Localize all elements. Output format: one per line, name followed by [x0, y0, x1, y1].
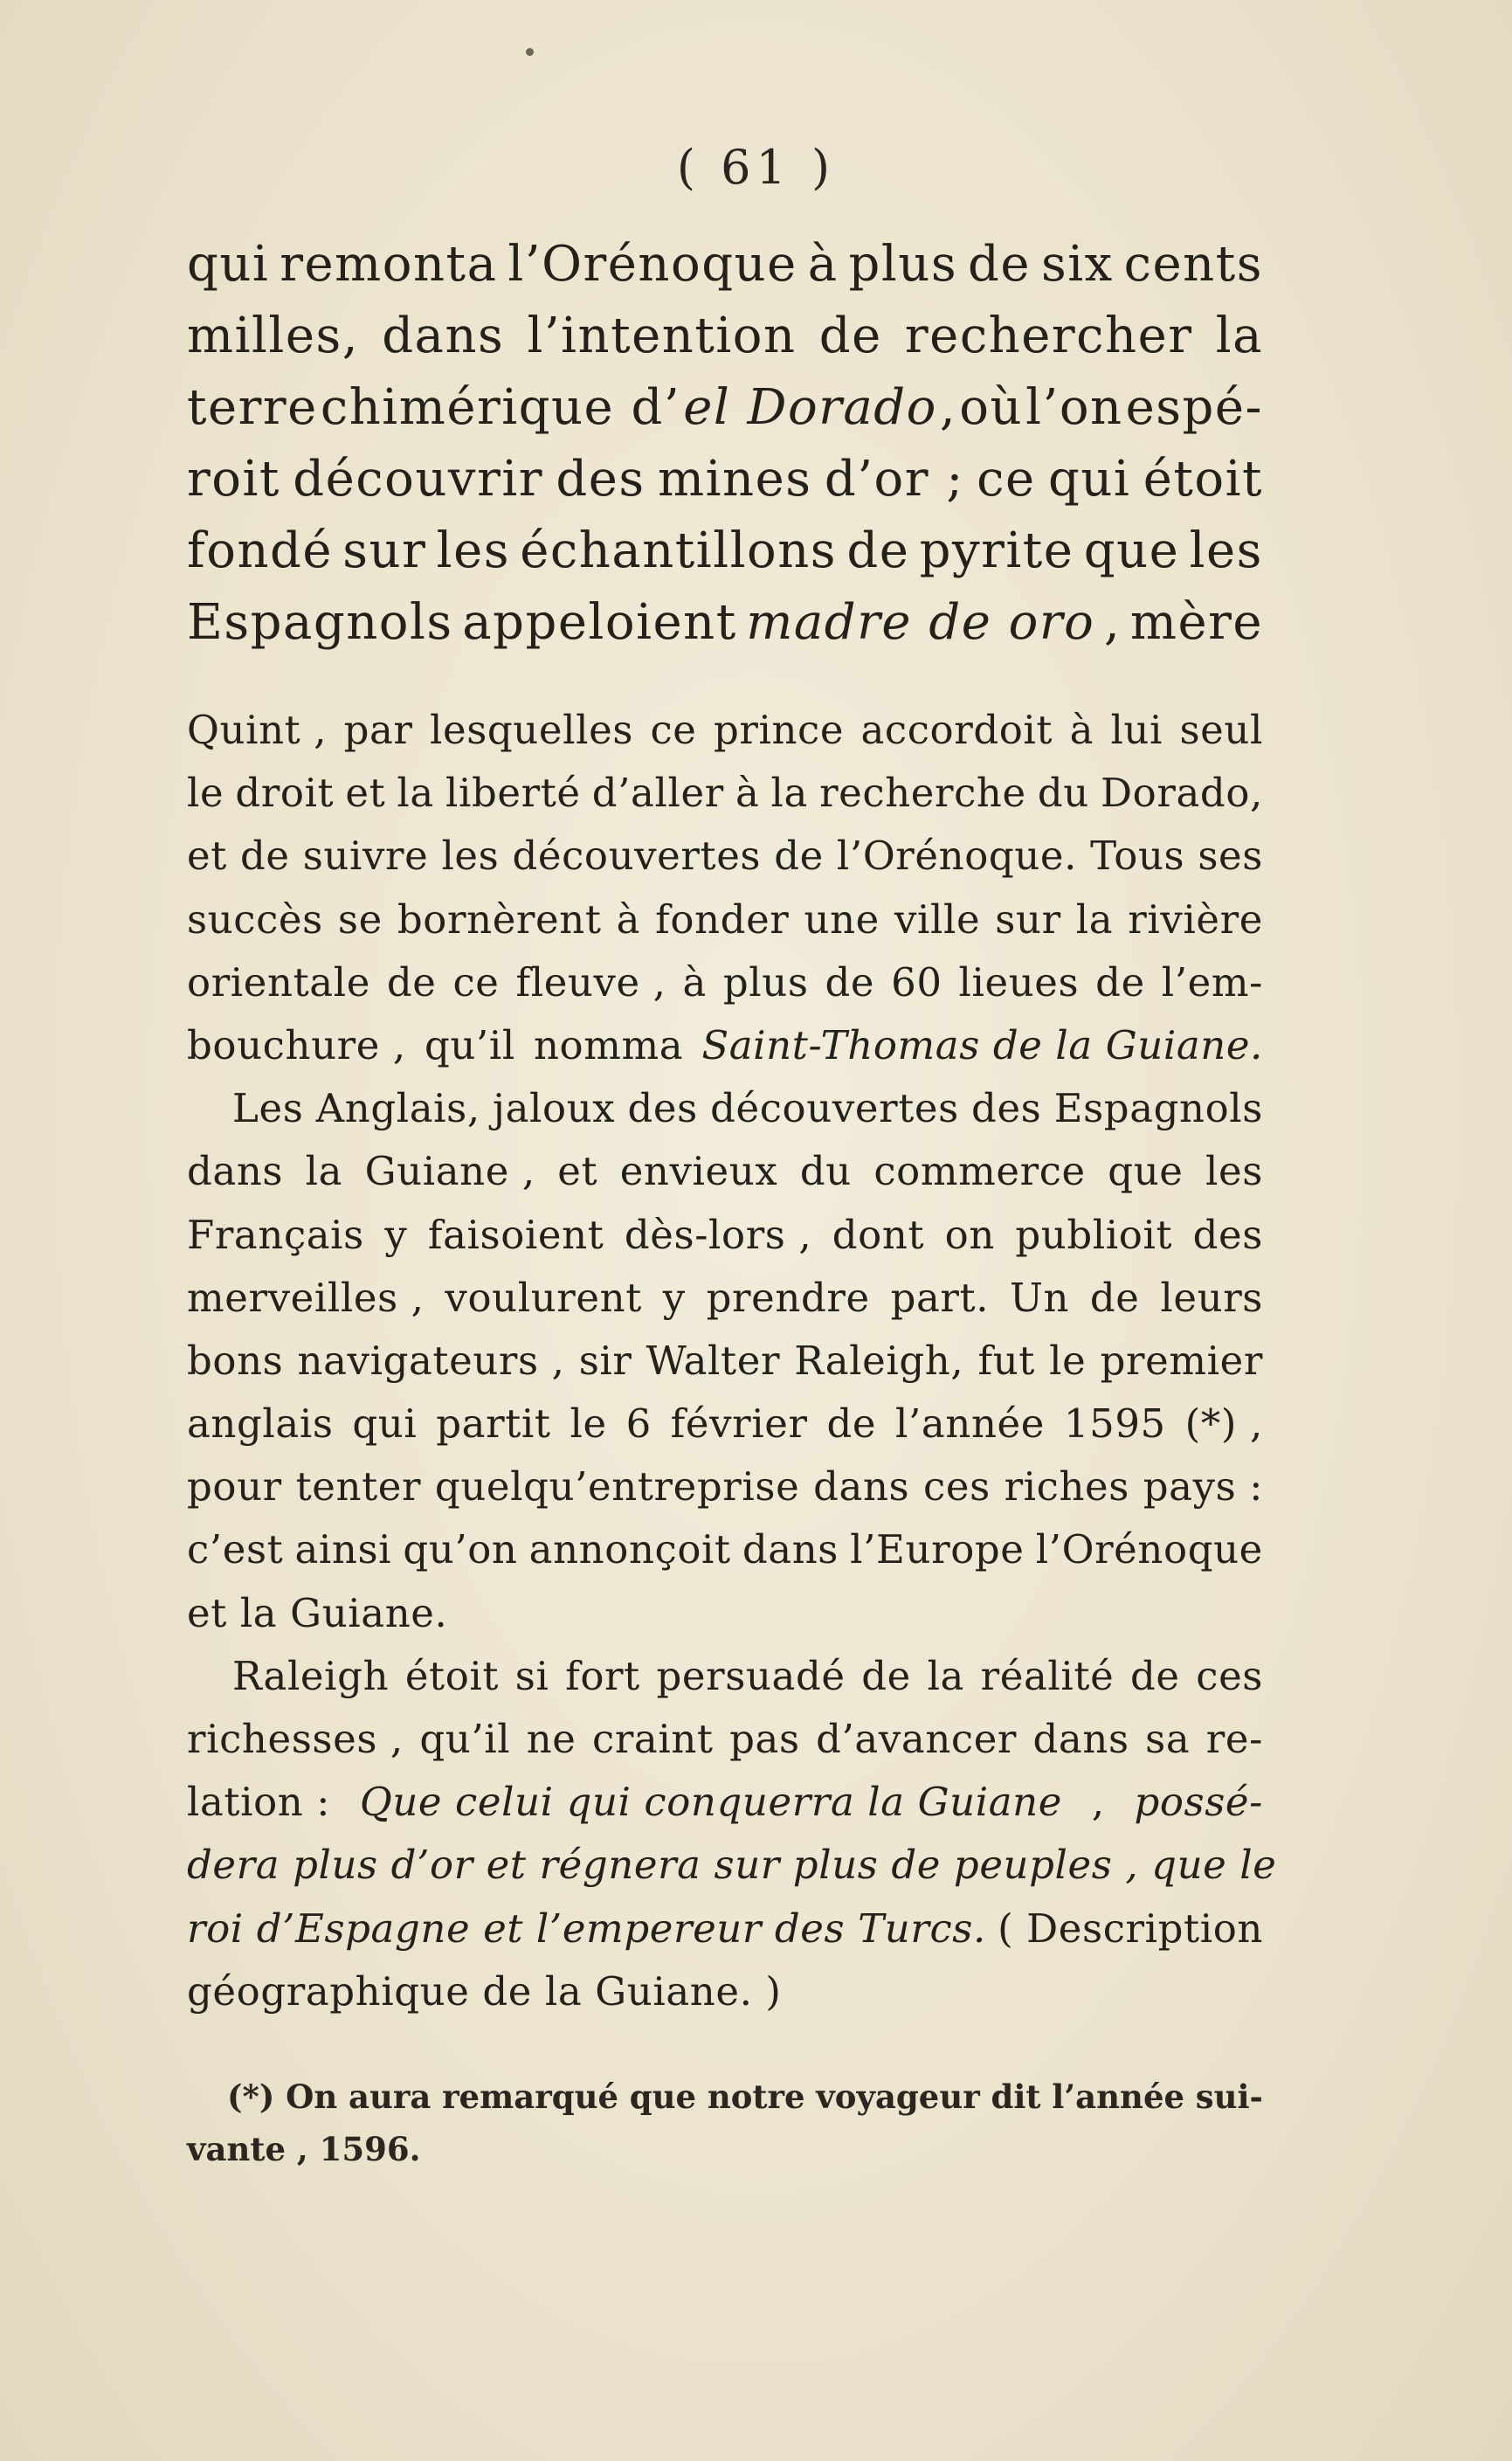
word: 1595: [1063, 1400, 1166, 1448]
word: février: [670, 1400, 808, 1448]
word: d’or ;: [824, 451, 964, 508]
word: l’année: [1052, 2077, 1185, 2116]
word: ces: [1196, 1652, 1263, 1699]
word: y: [384, 1211, 408, 1258]
word: de: [825, 958, 875, 1006]
text-line: [187, 229, 1263, 301]
word: remonta: [280, 236, 498, 293]
word: une: [804, 895, 880, 943]
word: se: [337, 895, 383, 943]
text-line: [187, 1455, 1263, 1518]
word: découvertes: [710, 1085, 959, 1132]
word: roit: [187, 451, 280, 508]
word: Quint ,: [187, 707, 328, 753]
word: ,: [1091, 1779, 1105, 1826]
word: ( Description: [998, 1905, 1263, 1952]
word: navigateurs ,: [297, 1337, 565, 1384]
word: dans: [382, 308, 505, 364]
word: dans: [1032, 1716, 1129, 1762]
word: terre: [187, 379, 318, 436]
word: le: [1049, 1337, 1087, 1384]
word: pour: [187, 1463, 282, 1510]
word: des: [1192, 1211, 1263, 1258]
word: la: [770, 770, 808, 817]
word: seul: [1179, 707, 1263, 753]
word: découvrir: [293, 451, 544, 508]
word: prince: [713, 707, 845, 753]
word: pays :: [1143, 1463, 1263, 1510]
word: plus: [848, 236, 958, 293]
page-number: ( 61 ): [676, 140, 836, 195]
word: merveilles ,: [187, 1274, 425, 1321]
footnote: [187, 2070, 1263, 2175]
word: par: [343, 707, 413, 753]
word: mère: [1129, 594, 1263, 651]
word: du: [799, 1148, 852, 1195]
word: Guiane ,: [364, 1148, 535, 1195]
word: de: [818, 308, 882, 364]
word: dans: [813, 1463, 910, 1510]
text-line: [187, 888, 1263, 951]
word: les: [1205, 1148, 1263, 1195]
word: l’intention: [527, 308, 797, 364]
word: étoit: [404, 1652, 500, 1699]
word: part.: [890, 1274, 990, 1321]
word: plus: [722, 958, 809, 1006]
text-line: [187, 1898, 1263, 1960]
ink-speck: [526, 48, 534, 56]
word: de: [386, 958, 437, 1006]
word: l’Orénoque: [507, 236, 797, 293]
word: de: [846, 522, 910, 579]
word: la: [305, 1148, 343, 1195]
word: (*): [227, 2077, 275, 2116]
word: rechercher: [904, 308, 1193, 364]
text-line: [187, 1330, 1263, 1393]
word: voyageur: [816, 2077, 980, 2116]
word: Saint-Thomas de la Guiane.: [701, 1021, 1263, 1068]
word: 60: [891, 958, 942, 1006]
word: et: [557, 1148, 598, 1195]
word: et la Guiane.: [187, 1589, 448, 1636]
word: de: [774, 833, 824, 880]
word: partit: [436, 1400, 551, 1448]
word: lation :: [187, 1779, 331, 1826]
word: y: [662, 1274, 686, 1321]
word: richesses ,: [187, 1716, 404, 1762]
text-line: [187, 587, 1263, 659]
word: fut: [977, 1337, 1035, 1384]
word: tenter: [295, 1463, 422, 1510]
word: géographique de la Guiane. ): [187, 1967, 782, 2015]
word: dera plus d’or et régnera sur plus de peuples , que le: [187, 1842, 1277, 1889]
text-line: [187, 762, 1263, 825]
word: où: [959, 379, 1024, 436]
word: milles,: [187, 308, 360, 364]
word: de: [1095, 958, 1145, 1006]
word: voulurent: [445, 1274, 642, 1321]
word: pas: [729, 1716, 800, 1762]
word: orientale: [187, 958, 370, 1006]
word: persuadé: [656, 1652, 846, 1699]
word: pyrite: [919, 522, 1074, 579]
word: on: [944, 1211, 995, 1258]
word: anglais: [187, 1400, 334, 1448]
word: du: [1037, 770, 1089, 817]
word: Tous: [1090, 833, 1185, 880]
word: qu’il: [424, 1021, 515, 1068]
word: de: [240, 833, 290, 880]
word: premier: [1100, 1337, 1263, 1384]
word: vante , 1596.: [187, 2130, 421, 2168]
word: ce: [650, 707, 697, 753]
word: sir: [578, 1337, 632, 1384]
word: roi d’Espagne et l’empereur des Turcs.: [187, 1905, 986, 1952]
word: échantillons: [520, 522, 838, 579]
word: à: [616, 895, 641, 943]
word: ne: [526, 1716, 576, 1762]
word: que: [1083, 522, 1180, 579]
word: de: [1129, 1652, 1180, 1699]
word: notre: [707, 2077, 805, 2116]
text-line: [187, 1077, 1263, 1140]
word: Walter: [646, 1337, 781, 1384]
word: bornèrent: [397, 895, 602, 943]
word: Raleigh: [232, 1652, 390, 1699]
word: envieux: [619, 1148, 778, 1195]
text-line: [187, 1834, 1277, 1897]
word: de: [1089, 1274, 1140, 1321]
word: à: [735, 770, 760, 817]
word: bons: [187, 1337, 284, 1384]
text-line: [187, 1267, 1263, 1330]
word: Espagnols: [187, 594, 453, 651]
word: à: [1069, 707, 1094, 753]
text-line: [187, 699, 1263, 762]
word: (*) ,: [1184, 1400, 1263, 1448]
word: aura: [348, 2077, 432, 2116]
word: fleuve ,: [515, 958, 666, 1006]
word: l’Europe: [850, 1526, 1025, 1573]
word: Anglais,: [315, 1085, 480, 1132]
word: espé-: [1125, 379, 1263, 436]
word: remarqué: [442, 2077, 619, 2116]
word: ces: [923, 1463, 991, 1510]
word: la: [1215, 308, 1263, 364]
word: fondé: [187, 522, 333, 579]
word: c’est: [187, 1526, 284, 1573]
word: à: [807, 236, 839, 293]
word: l’Orénoque: [1035, 1526, 1263, 1573]
word: qui: [352, 1400, 418, 1448]
text-line: [187, 372, 1263, 444]
word: faisoient: [427, 1211, 604, 1258]
word: prendre: [706, 1274, 870, 1321]
word: mines: [658, 451, 812, 508]
word: Raleigh,: [794, 1337, 964, 1384]
word: leurs: [1160, 1274, 1263, 1321]
word: si: [514, 1652, 549, 1699]
word: 6: [625, 1400, 652, 1448]
word: de: [861, 1652, 911, 1699]
word: dans: [187, 1148, 284, 1195]
word: annonçoit: [528, 1526, 731, 1573]
word: succès: [187, 895, 323, 943]
word: des: [556, 451, 646, 508]
text-line: [187, 1960, 1263, 2023]
word: craint: [592, 1716, 714, 1762]
word: la: [397, 770, 434, 817]
word: le: [187, 770, 224, 817]
word: et: [187, 833, 227, 880]
word: riches: [1004, 1463, 1129, 1510]
word: Français: [187, 1211, 364, 1258]
word: Dorado,: [1101, 770, 1263, 817]
word: réalité: [980, 1652, 1115, 1699]
word: Les: [232, 1085, 304, 1132]
word: des: [627, 1085, 698, 1132]
word: de: [968, 236, 1032, 293]
word: six: [1040, 236, 1114, 293]
word: la: [1075, 895, 1114, 943]
word: qui: [187, 236, 270, 293]
word: publioit: [1015, 1211, 1173, 1258]
word: commerce: [873, 1148, 1086, 1195]
word: ,: [1103, 594, 1122, 651]
text-line: [187, 1582, 1263, 1645]
word: fonder: [655, 895, 790, 943]
word: et: [345, 770, 386, 817]
text-line: [187, 1771, 1263, 1834]
word: quelqu’entreprise: [434, 1463, 800, 1510]
word: nomma: [533, 1021, 684, 1068]
word: bouchure ,: [187, 1021, 406, 1068]
text-line: [187, 515, 1263, 587]
word: l’Orénoque.: [836, 833, 1078, 880]
text-line: [187, 1645, 1263, 1708]
word: el Dorado: [683, 379, 937, 436]
word: jaloux: [493, 1085, 616, 1132]
text-line: [187, 1014, 1263, 1077]
word: des: [971, 1085, 1042, 1132]
word: droit: [235, 770, 335, 817]
word: sur: [342, 522, 427, 579]
text-line: [187, 444, 1263, 515]
word: les: [436, 522, 510, 579]
word: les: [441, 833, 500, 880]
word: l’on: [1025, 379, 1123, 436]
word: la: [927, 1652, 964, 1699]
word: madre de oro: [746, 594, 1095, 651]
word: sui-: [1195, 2077, 1263, 2116]
word: l’em-: [1161, 958, 1263, 1006]
word: Que celui qui conquerra la Guiane: [359, 1779, 1062, 1826]
word: chimérique d’: [320, 379, 681, 436]
word: Un: [1009, 1274, 1070, 1321]
text-line: [187, 1204, 1263, 1267]
word: dès-lors ,: [624, 1211, 812, 1258]
text-line: [187, 825, 1263, 888]
word: qui: [1048, 451, 1131, 508]
word: ce: [452, 958, 500, 1006]
word: ville: [894, 895, 981, 943]
word: possé-: [1134, 1779, 1263, 1826]
word: recherche: [819, 770, 1026, 817]
word: dans: [742, 1526, 839, 1573]
word: ses: [1198, 833, 1263, 880]
word: rivière: [1128, 895, 1263, 943]
main-text-lower: [187, 699, 1277, 2023]
footnote-line: [187, 2123, 1263, 2175]
word: qu’on: [403, 1526, 518, 1573]
word: d’avancer: [816, 1716, 1018, 1762]
word: dit: [991, 2077, 1041, 2116]
word: ce: [977, 451, 1036, 508]
word: ainsi: [294, 1526, 392, 1573]
text-line: [187, 301, 1263, 372]
text-line: [187, 1140, 1263, 1203]
word: le: [570, 1400, 607, 1448]
word: l’année: [895, 1400, 1045, 1448]
word: re-: [1205, 1716, 1263, 1762]
word: cents: [1123, 236, 1263, 293]
word: découvertes: [512, 833, 762, 880]
footnote-line: [227, 2070, 1263, 2123]
word: fort: [565, 1652, 640, 1699]
word: que: [1108, 1148, 1184, 1195]
word: accordoit: [860, 707, 1053, 753]
text-line: [187, 1393, 1263, 1455]
word: de: [826, 1400, 877, 1448]
word: lesquelles: [429, 707, 634, 753]
word: lui: [1110, 707, 1163, 753]
word: d’aller: [591, 770, 724, 817]
word: suivre: [302, 833, 429, 880]
word: ,: [939, 379, 957, 436]
text-line: [187, 951, 1263, 1014]
word: que: [629, 2077, 697, 2116]
word: étoit: [1143, 451, 1263, 508]
word: sa: [1145, 1716, 1191, 1762]
text-line: [187, 1708, 1263, 1771]
word: qu’il: [419, 1716, 511, 1762]
main-text-upper: [187, 229, 1263, 659]
word: à: [682, 958, 707, 1006]
word: dont: [832, 1211, 925, 1258]
word: appeloient: [462, 594, 737, 651]
word: lieues: [958, 958, 1080, 1006]
word: les: [1189, 522, 1263, 579]
word: liberté: [445, 770, 581, 817]
word: sur: [995, 895, 1061, 943]
word: On: [286, 2077, 338, 2116]
text-line: [187, 1518, 1263, 1581]
word: Espagnols: [1053, 1085, 1263, 1132]
